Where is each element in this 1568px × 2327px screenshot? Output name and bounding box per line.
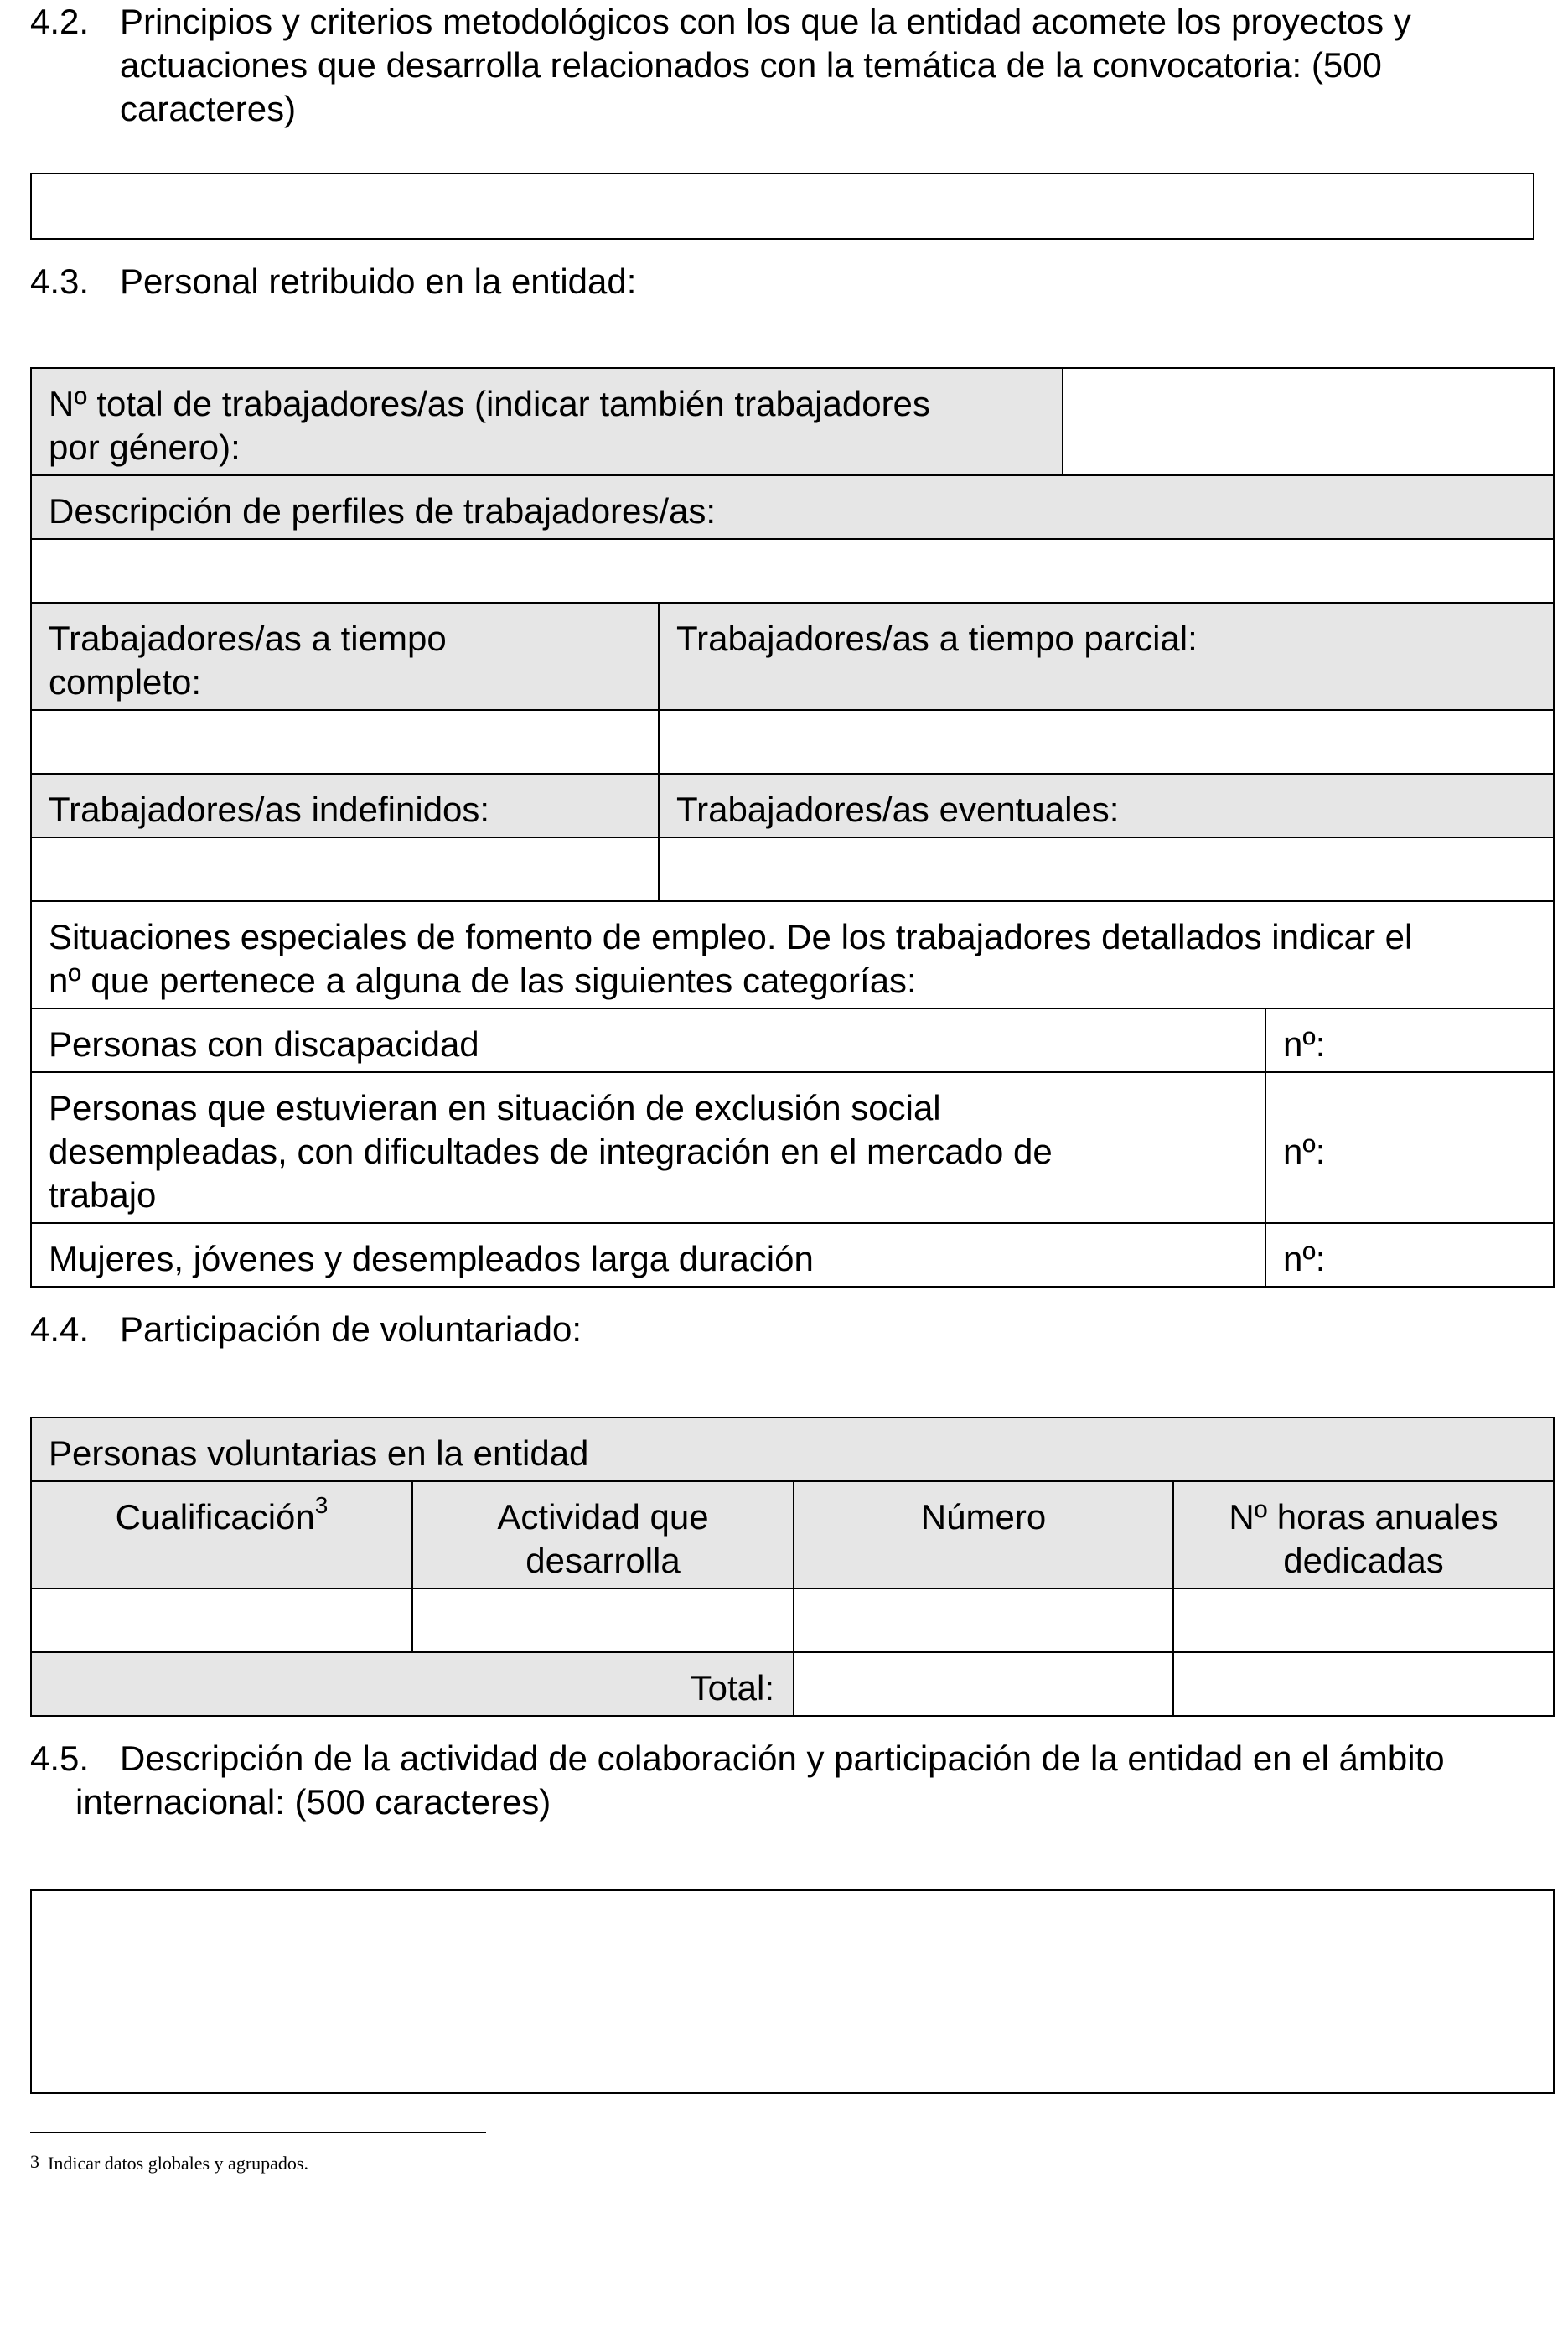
indefinite-label: Trabajadores/as indefinidos: <box>49 790 490 829</box>
total-workers-label-cell <box>30 367 1063 476</box>
full-time-label-line-2: completo: <box>49 662 202 702</box>
activity-input[interactable] <box>411 1588 794 1653</box>
section-4-2-line-3: caracteres) <box>120 89 297 128</box>
total-label-cell <box>30 1651 794 1717</box>
disability-label-cell <box>30 1008 1266 1073</box>
total-workers-label-line-2: por género): <box>49 428 241 467</box>
section-4-2-line-1: Principios y criterios metodológicos con los que la entidad acomete los proyectos y <box>120 2 1411 41</box>
section-4-2-number: 4.2. <box>30 2 90 41</box>
total-hours-input[interactable] <box>1172 1651 1555 1717</box>
total-number-input[interactable] <box>793 1651 1174 1717</box>
col-activity <box>411 1480 794 1589</box>
col-number-label: Número <box>920 1497 1047 1537</box>
section-4-3-number: 4.3. <box>30 262 90 301</box>
section-4-5-line-2: internacional: (500 caracteres) <box>75 1782 551 1822</box>
volunteers-header: Personas voluntarias en la entidad <box>49 1433 589 1473</box>
special-situations-line-2: nº que pertenece a alguna de las siguientes categorías: <box>49 961 917 1000</box>
temporary-input[interactable] <box>658 837 1555 902</box>
col-hours-line-2: dedicadas <box>1283 1541 1444 1580</box>
profiles-label: Descripción de perfiles de trabajadores/as: <box>49 491 717 531</box>
indefinite-input[interactable] <box>30 837 660 902</box>
section-4-4-number: 4.4. <box>30 1309 90 1349</box>
exclusion-count-input[interactable] <box>1265 1071 1555 1224</box>
indefinite-label-cell <box>30 773 660 838</box>
footnote-separator <box>30 2132 486 2133</box>
disability-count-input[interactable] <box>1265 1008 1555 1073</box>
section-4-4-title: Participación de voluntariado: <box>120 1309 582 1349</box>
section-4-5-number: 4.5. <box>30 1739 90 1778</box>
col-number <box>793 1480 1174 1589</box>
exclusion-label-cell <box>30 1071 1266 1224</box>
special-situations-cell <box>30 900 1555 1009</box>
profiles-label-cell <box>30 474 1555 540</box>
exclusion-count-label: nº: <box>1283 1132 1326 1171</box>
women-youth-label-cell <box>30 1222 1266 1288</box>
col-activity-line-1: Actividad que <box>497 1497 709 1537</box>
footnote-number: 3 <box>30 2151 39 2172</box>
number-input[interactable] <box>793 1588 1174 1653</box>
exclusion-label-line-1: Personas que estuvieran en situación de exclusión social <box>49 1088 941 1127</box>
exclusion-label-line-3: trabajo <box>49 1175 157 1215</box>
footnote-text: Indicar datos globales y agrupados. <box>48 2153 308 2174</box>
women-youth-count-label: nº: <box>1283 1239 1326 1278</box>
international-activity-text-field[interactable] <box>30 1889 1555 2094</box>
col-hours-line-1: Nº horas anuales <box>1229 1497 1498 1537</box>
section-4-2-line-2: actuaciones que desarrolla relacionados con la temática de la convocatoria: (500 <box>120 45 1382 85</box>
disability-count-label: nº: <box>1283 1024 1326 1064</box>
part-time-input[interactable] <box>658 709 1555 775</box>
col-qualification-label: Cualificación <box>115 1497 315 1537</box>
part-time-label-cell <box>658 602 1555 711</box>
part-time-label: Trabajadores/as a tiempo parcial: <box>676 619 1198 658</box>
temporary-label: Trabajadores/as eventuales: <box>676 790 1120 829</box>
section-4-5-line-1: Descripción de la actividad de colaboración y participación de la entidad en el ámbito <box>120 1739 1445 1778</box>
total-label: Total: <box>690 1668 774 1708</box>
full-time-input[interactable] <box>30 709 660 775</box>
footnote-ref-3: 3 <box>314 1492 329 1518</box>
full-time-label-line-1: Trabajadores/as a tiempo <box>49 619 447 658</box>
full-time-label-cell <box>30 602 660 711</box>
profiles-input[interactable] <box>30 538 1555 604</box>
women-youth-count-input[interactable] <box>1265 1222 1555 1288</box>
volunteers-header-cell <box>30 1417 1555 1482</box>
exclusion-label-line-2: desempleadas, con dificultades de integración en el mercado de <box>49 1132 1053 1171</box>
special-situations-line-1: Situaciones especiales de fomento de empleo. De los trabajadores detallados indicar el <box>49 917 1413 956</box>
total-workers-input[interactable] <box>1062 367 1555 476</box>
qualification-input[interactable] <box>30 1588 413 1653</box>
temporary-label-cell <box>658 773 1555 838</box>
disability-label: Personas con discapacidad <box>49 1024 479 1064</box>
methodology-text-field[interactable] <box>30 173 1534 240</box>
total-workers-label-line-1: Nº total de trabajadores/as (indicar también trabajadores <box>49 384 930 423</box>
section-4-3-title: Personal retribuido en la entidad: <box>120 262 637 301</box>
col-hours <box>1172 1480 1555 1589</box>
col-activity-line-2: desarrolla <box>525 1541 681 1580</box>
women-youth-label: Mujeres, jóvenes y desempleados larga duración <box>49 1239 814 1278</box>
hours-input[interactable] <box>1172 1588 1555 1653</box>
col-qualification <box>30 1480 413 1589</box>
